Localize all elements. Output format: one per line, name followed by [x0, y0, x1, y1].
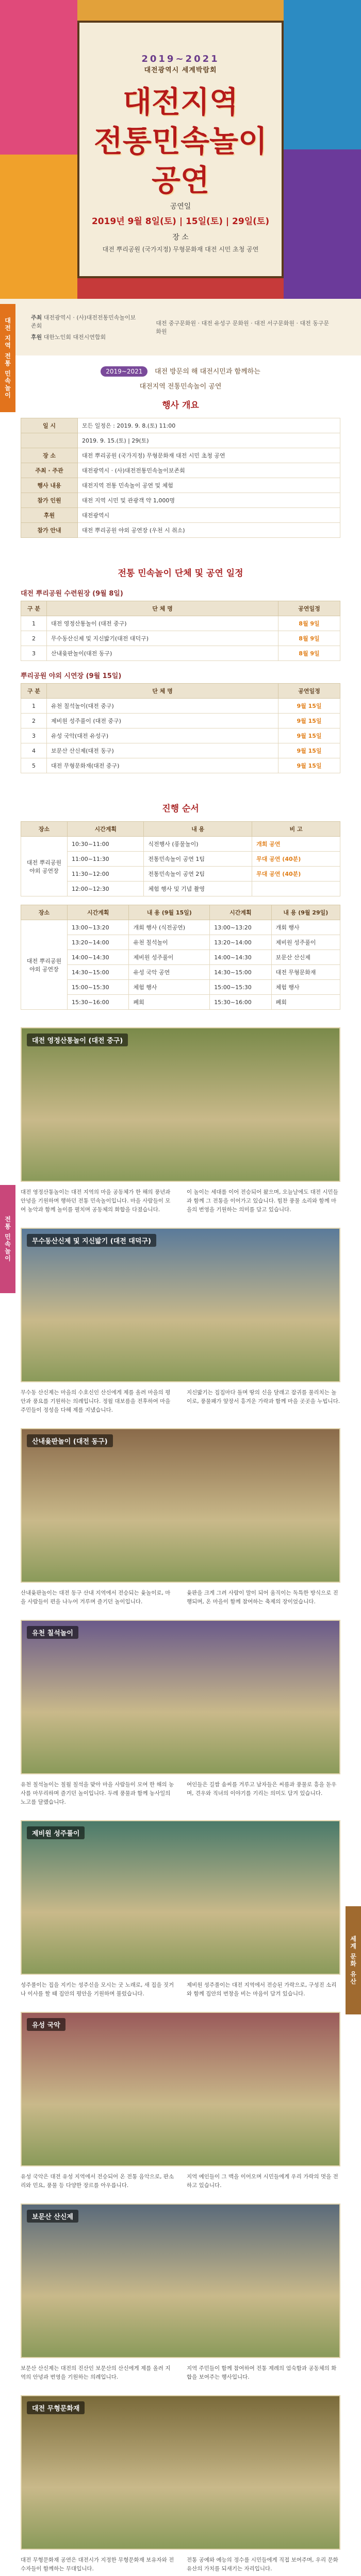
host-label: 주최: [31, 314, 42, 321]
overview-value: 대전광역시: [78, 508, 340, 523]
group-date: 9월 15일: [278, 758, 340, 773]
hero-place: 대전 뿌리공원 (국가지정) 무형문화재 대전 시민 초청 공연: [102, 246, 259, 253]
group-date: 9월 15일: [278, 743, 340, 758]
group-name: 무수동산신제 및 지신밟기(대전 대덕구): [47, 631, 278, 646]
performance-block: [0, 2388, 361, 2576]
description-left: 유천 칠석놀이는 칠월 칠석을 맞아 마을 사람들이 모여 한 해의 농사를 마무리하며 즐기던 놀이입니다. 두레 풍물과 함께 농사일의 노고를 달랬습니다.: [21, 1782, 174, 1805]
overview-value: 대전광역시 · (사)대전전통민속놀이보존회: [78, 463, 340, 478]
table-row: [21, 995, 340, 1010]
schedule-section: [0, 548, 361, 784]
overview-row: [21, 523, 340, 538]
group-name: 제비원 성주풀이 (대전 중구): [47, 714, 278, 728]
timeline-content: 제비원 성주풀이: [271, 935, 340, 950]
schedule-title: 전통 민속놀이 단체 및 공연 일정: [118, 568, 243, 579]
hero-period-label: 공연일: [170, 202, 191, 211]
overview-table: [21, 418, 340, 538]
timeline-time: 14:30~15:00: [68, 965, 129, 980]
group-date: 8월 9일: [278, 646, 340, 661]
group-name: 산내윷판놀이(대전 동구): [47, 646, 278, 661]
timeline-content: 제비원 성주풀이: [129, 950, 210, 965]
performance-caption: 산내윷판놀이 (대전 동구): [27, 1434, 113, 1447]
table-row: [21, 867, 340, 882]
table-row: [21, 714, 340, 728]
table-header: 내 용: [144, 822, 252, 837]
table-header: 단 체 명: [47, 601, 278, 616]
description-right: 지역 예인들이 그 맥을 이어오며 시민들에게 우리 가락의 멋을 전하고 있습니다.: [187, 2174, 338, 2189]
table-header: 장소: [21, 822, 68, 837]
timeline-time: 15:00~15:30: [210, 980, 271, 995]
description-right: 이 놀이는 세대를 이어 전승되어 왔으며, 오늘날에도 대전 시민들과 함께 그 전통을 이어가고 있습니다. 힘찬 풍물 소리와 함께 마을의 번영을 기원하는 의미를 담고 있습니다.: [187, 1189, 338, 1213]
performance-block: [0, 1421, 361, 1613]
table-row: [21, 728, 340, 743]
timeline-content: 개회 행사 (식전공연): [129, 920, 210, 935]
table-row: [21, 631, 340, 646]
description-left: 대전 영정산통놀이는 대전 지역의 마을 공동체가 한 해의 풍년과 안녕을 기원하며 행하던 전통 민속놀이입니다. 마을 사람들이 모여 농악과 함께 놀이를 펼치며 공동체의 화합을 다졌습니다.: [21, 1189, 171, 1213]
table-row: [21, 699, 340, 714]
performance-caption: 제비원 성주풀이: [27, 1826, 85, 1839]
table-row: [21, 935, 340, 950]
timeline-time: 13:00~13:20: [210, 920, 271, 935]
program-content: 식전행사 (풍물놀이): [144, 837, 252, 852]
group-date: 9월 15일: [278, 728, 340, 743]
timeline-time: 13:00~13:20: [68, 920, 129, 935]
table-header: 공연일정: [278, 684, 340, 699]
program-title: 진행 순서: [162, 804, 199, 814]
group-date: 8월 9일: [278, 631, 340, 646]
overview-value: 대전 지역 시민 및 관광객 약 1,000명: [78, 493, 340, 508]
timeline-time: 13:20~14:00: [210, 935, 271, 950]
overview-value: 대전 뿌리공원 (국가지정) 무형문화재 대전 시민 초청 공연: [78, 448, 340, 463]
table-row: [21, 920, 340, 935]
program-time: 10:30~11:00: [68, 837, 144, 852]
table-header: 내 용 (9월 15일): [129, 905, 210, 920]
table-row: [21, 882, 340, 896]
program-time: 12:00~12:30: [68, 882, 144, 896]
group1-table: [21, 601, 340, 661]
timeline-time: 14:00~14:30: [210, 950, 271, 965]
performance-description: [21, 2550, 340, 2576]
group-name: 대전 무형문화재(대전 중구): [47, 758, 278, 773]
performance-block: [0, 1613, 361, 1813]
performance-block: [0, 2005, 361, 2196]
performance-caption: 유천 칠석놀이: [27, 1626, 78, 1639]
table-row: [21, 837, 340, 852]
group-name: 대전 영정산통놀이 (대전 중구): [47, 616, 278, 631]
table-header: 시간계획: [210, 905, 271, 920]
row-number: 3: [21, 728, 47, 743]
performance-photo: [21, 2204, 340, 2358]
performance-block: [0, 1020, 361, 1221]
program-time: 11:30~12:00: [68, 867, 144, 882]
table-row: [21, 950, 340, 965]
program-note: 개회 공연: [252, 837, 340, 852]
performance-photo: [21, 1228, 340, 1382]
overview-row: [21, 478, 340, 493]
support-label: 후원: [31, 334, 42, 341]
table-row: [21, 852, 340, 867]
overview-key: 장 소: [21, 448, 78, 463]
overview-key: 일 시: [21, 418, 78, 433]
overview-title: 행사 개요: [162, 400, 199, 411]
row-number: 3: [21, 646, 47, 661]
support: 대한노인회 대전시연합회: [43, 334, 106, 341]
row-number: 5: [21, 758, 47, 773]
table-header: 비 고: [252, 822, 340, 837]
hero-place-label: 장 소: [172, 233, 189, 242]
overview-key: 참가 인원: [21, 493, 78, 508]
overview-row: [21, 433, 340, 448]
table-row: [21, 616, 340, 631]
row-number: 1: [21, 699, 47, 714]
performance-description: [21, 2358, 340, 2388]
hero-title: 대전지역 전통민속놀이 공연: [93, 84, 268, 198]
overview-key: 참가 안내: [21, 523, 78, 538]
performance-description: [21, 1182, 340, 1221]
performance-caption: 보문산 산신제: [27, 2210, 78, 2223]
performance-block: [0, 2196, 361, 2388]
overview-row: [21, 493, 340, 508]
timeline-content: 폐회: [271, 995, 340, 1010]
table-row: [21, 743, 340, 758]
table-row: [21, 646, 340, 661]
description-left: 성주풀이는 집을 지키는 성주신을 모시는 굿 노래로, 새 집을 짓거나 이사를 할 때 집안의 평안을 기원하며 불렀습니다.: [21, 1982, 174, 1997]
timeline-content: 대전 무형문화재: [271, 965, 340, 980]
overview-key: [21, 433, 78, 448]
description-right: 지역 주민들이 함께 참여하여 전통 제례의 엄숙함과 공동체의 화합을 보여주는 행사입니다.: [187, 2365, 337, 2380]
performance-photo: [21, 2395, 340, 2550]
intro-headline-2: 대전지역 전통민속놀이 공연: [139, 383, 222, 391]
performance-caption: 대전 영정산통놀이 (대전 중구): [27, 1033, 128, 1046]
program-time: 11:00~11:30: [68, 852, 144, 867]
description-right: 제비원 성주풀이는 대전 지역에서 전승된 가락으로, 구성진 소리와 함께 집안의 번창을 비는 마음이 담겨 있습니다.: [187, 1982, 337, 1997]
timeline-content: 체험 행사: [129, 980, 210, 995]
performance-caption: 대전 무형문화재: [27, 2401, 85, 2414]
row-number: 2: [21, 631, 47, 646]
performance-photo: [21, 1027, 340, 1182]
group-date: 9월 15일: [278, 714, 340, 728]
side-ribbon-2: 전통 민속놀이: [0, 1185, 15, 1293]
description-left: 보문산 산신제는 대전의 진산인 보문산의 산신에게 제를 올려 지역의 안녕과 번영을 기원하는 의례입니다.: [21, 2365, 171, 2380]
row-number: 1: [21, 616, 47, 631]
performance-description: [21, 1382, 340, 1421]
timeline-content: 유천 칠석놀이: [129, 935, 210, 950]
overview-key: 행사 내용: [21, 478, 78, 493]
timeline-time: 14:30~15:00: [210, 965, 271, 980]
table-row: [21, 965, 340, 980]
organizer-bar: [0, 299, 361, 355]
program-note: 무대 공연 (40분): [252, 852, 340, 867]
timeline-time: 15:00~15:30: [68, 980, 129, 995]
overview-value: 대전지역 전통 민속놀이 공연 및 체험: [78, 478, 340, 493]
timeline-place: 대전 뿌리공원 야외 공연장: [21, 920, 68, 1010]
program-content: 전통민속놀이 공연 1팀: [144, 852, 252, 867]
description-right: 전통 공예와 예능의 정수를 시민들에게 직접 보여주며, 우리 문화유산의 가치를 되새기는 자리입니다.: [187, 2557, 338, 2572]
group1-title: 대전 뿌리공원 수련원장 (9월 8일): [21, 590, 123, 598]
performance-photo: [21, 1428, 340, 1583]
program-note: [252, 882, 340, 896]
table-header: 구 분: [21, 601, 47, 616]
table-row: [21, 980, 340, 995]
program-note: 무대 공연 (40분): [252, 867, 340, 882]
overview-row: [21, 508, 340, 523]
performance-block: [0, 1813, 361, 2005]
side-ribbon-1: 대전 지역 전통 민속놀이: [0, 304, 15, 412]
group-date: 9월 15일: [278, 699, 340, 714]
table-header: 시간계획: [68, 822, 144, 837]
performance-photo: [21, 2012, 340, 2166]
timeline-time: 13:20~14:00: [68, 935, 129, 950]
overview-value: 2019. 9. 15.(토) | 29(토): [78, 433, 340, 448]
hero-logo: 2019~2021 대전광역시 세계박람회: [141, 54, 220, 74]
timeline-time: 15:30~16:00: [68, 995, 129, 1010]
performance-description: [21, 1774, 340, 1813]
table-header: 장소: [21, 905, 68, 920]
hero-dates: 2019년 9월 8일(토) | 15일(토) | 29일(토): [91, 216, 270, 227]
group2-table: [21, 683, 340, 773]
table-header: 단 체 명: [47, 684, 278, 699]
performance-caption: 유성 국악: [27, 2018, 65, 2031]
performance-description: [21, 2166, 340, 2196]
table-header: 공연일정: [278, 601, 340, 616]
program-table: [21, 821, 340, 896]
timeline-content: 폐회: [129, 995, 210, 1010]
row-number: 4: [21, 743, 47, 758]
description-left: 대전 무형문화재 공연은 대전시가 지정한 무형문화재 보유자와 전수자들이 함께하는 무대입니다.: [21, 2557, 174, 2572]
hero-banner: [0, 0, 361, 299]
performance-photo: [21, 1620, 340, 1774]
description-left: 무수동 산신제는 마을의 수호신인 산신에게 제를 올려 마을의 평안과 풍요를 기원하는 의례입니다. 정월 대보름을 전후하여 마을 주민들이 정성을 다해 제를 지냈습니다.: [21, 1389, 171, 1413]
intro-headline: 대전 방문의 해 대전시민과 함께하는: [154, 368, 260, 376]
overview-row: [21, 463, 340, 478]
table-header: 구 분: [21, 684, 47, 699]
performance-block: [0, 1221, 361, 1421]
overview-section: [0, 355, 361, 548]
overview-value: 대전 뿌리공원 야외 공연장 (우천 시 취소): [78, 523, 340, 538]
performance-photo: [21, 1820, 340, 1975]
program-content: 전통민속놀이 공연 2팀: [144, 867, 252, 882]
timeline-content: 체험 행사: [271, 980, 340, 995]
intro-logo: 2019~2021: [101, 366, 147, 377]
program-place: 대전 뿌리공원 야외 공연장: [21, 837, 68, 896]
table-header: 시간계획: [68, 905, 129, 920]
overview-row: [21, 448, 340, 463]
description-right: 여인들은 길쌈 솜씨를 겨루고 남자들은 씨름과 풍물로 흥을 돋우며, 견우와 직녀의 이야기를 기리는 의미도 담겨 있습니다.: [187, 1782, 337, 1797]
timeline-time: 15:30~16:00: [210, 995, 271, 1010]
performance-description: [21, 1975, 340, 2005]
group-name: 유천 칠석놀이(대전 중구): [47, 699, 278, 714]
row-number: 2: [21, 714, 47, 728]
performance-caption: 무수동산신제 및 지신밟기 (대전 대덕구): [27, 1234, 156, 1247]
group-name: 유성 국악(대전 유성구): [47, 728, 278, 743]
timeline-content: 보문산 산신제: [271, 950, 340, 965]
side-ribbon-3: 세계 문화 유산: [346, 1906, 361, 2014]
overview-row: [21, 418, 340, 433]
overview-key: 후원: [21, 508, 78, 523]
timeline-table: [21, 905, 340, 1010]
overview-value: 모든 일정은 : 2019. 9. 8.(토) 11:00: [78, 418, 340, 433]
partner: 대전 중구문화원 · 대전 유성구 문화원 · 대전 서구문화원 · 대전 동구문화원: [156, 320, 330, 335]
description-right: 지신밟기는 집집마다 돌며 땅의 신을 달래고 잡귀를 물리치는 놀이로, 풍물패가 앞장서 흥겨운 가락과 함께 마을 곳곳을 누빕니다.: [187, 1389, 340, 1404]
description-left: 유성 국악은 대전 유성 지역에서 전승되어 온 전통 음악으로, 판소리와 민요, 풍물 등 다양한 장르를 아우릅니다.: [21, 2174, 174, 2189]
timeline-content: 유성 국악 공연: [129, 965, 210, 980]
table-header: 내 용 (9월 29일): [271, 905, 340, 920]
timeline-content: 개회 행사: [271, 920, 340, 935]
program-section: [0, 784, 361, 1020]
group2-title: 뿌리공원 야외 시연장 (9월 15일): [21, 672, 122, 680]
description-right: 윷판을 크게 그려 사람이 말이 되어 움직이는 독특한 방식으로 진행되며, 온 마을이 함께 참여하는 축제의 장이었습니다.: [187, 1590, 338, 1605]
table-row: [21, 758, 340, 773]
overview-key: 주최 · 주관: [21, 463, 78, 478]
program-content: 체험 행사 및 기념 촬영: [144, 882, 252, 896]
performance-description: [21, 1583, 340, 1613]
description-left: 산내윷판놀이는 대전 동구 산내 지역에서 전승되는 윷놀이로, 마을 사람들이 편을 나누어 겨루며 즐기던 놀이입니다.: [21, 1590, 171, 1605]
performances: [0, 1020, 361, 2576]
group-date: 8월 9일: [278, 616, 340, 631]
host: 대전광역시 · (사)대전전통민속놀이보존회: [31, 314, 136, 329]
timeline-time: 14:00~14:30: [68, 950, 129, 965]
group-name: 보문산 산신제(대전 동구): [47, 743, 278, 758]
